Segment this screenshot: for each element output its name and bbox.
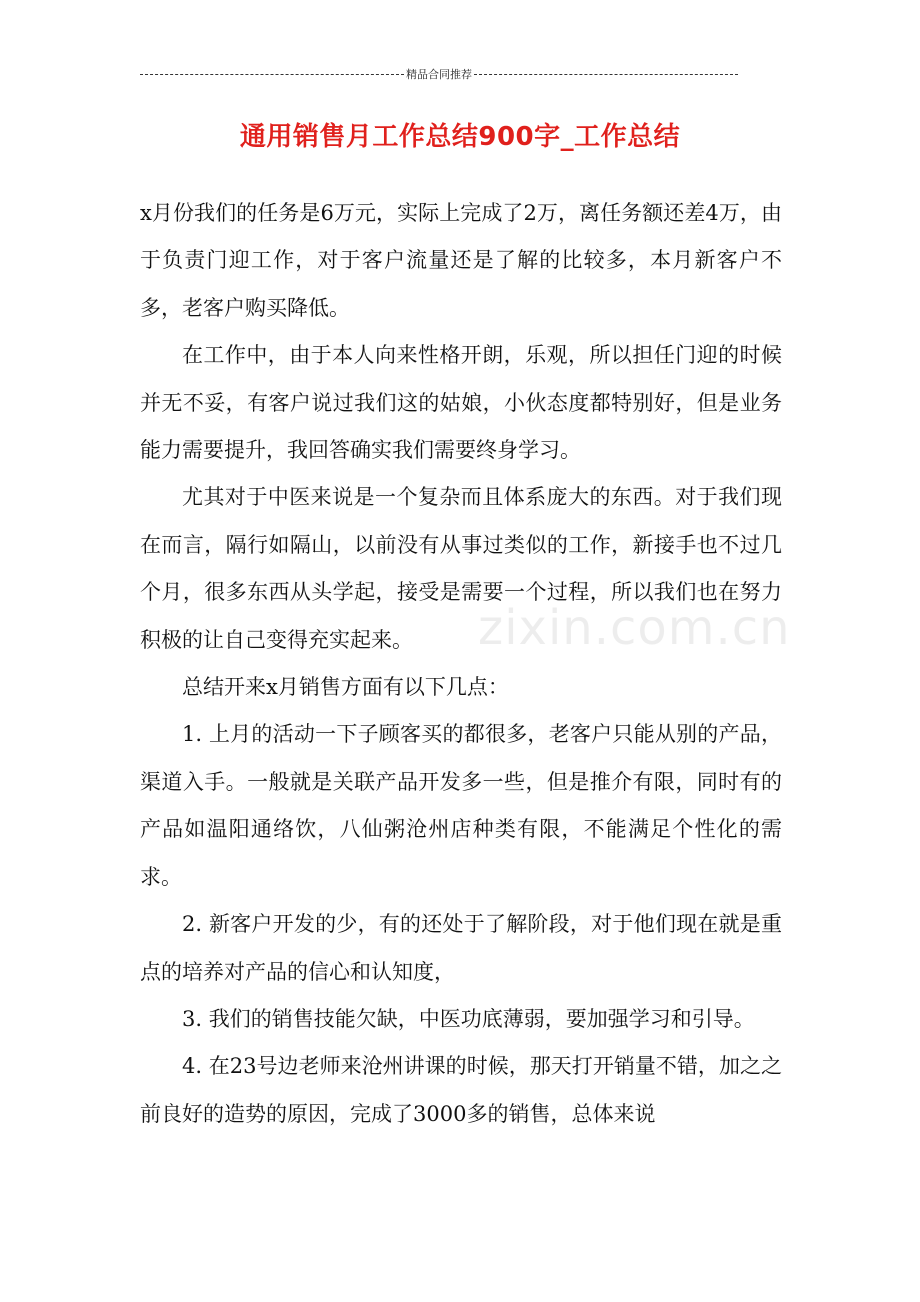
paragraph-3: 尤其对于中医来说是一个复杂而且体系庞大的东西。对于我们现在而言，隔行如隔山，以前没有从事过类似的工作，新接手也不过几个月，很多东西从头学起，接受是需要一个过程，所以我们也在努力积极的让自己变得充实起来。 (140, 485, 782, 652)
document-title: 通用销售月工作总结900字_工作总结 (239, 122, 681, 152)
header-rule (140, 66, 738, 82)
header-label: 精品合同推荐 (406, 68, 472, 81)
watermark: zixin.com.cn (478, 600, 791, 656)
list-item-2: 2. 新客户开发的少，有的还处于了解阶段，对于他们现在就是重点的培养对产品的信心和认知度， (140, 912, 782, 984)
list-item-3: 3. 我们的销售技能欠缺，中医功底薄弱，要加强学习和引导。 (182, 1006, 755, 1031)
list-item-1: 1. 上月的活动一下子顾客买的都很多，老客户只能从别的产品，渠道入手。一般就是关联产品开发多一些，但是推介有限，同时有的产品如温阳通络饮，八仙粥沧州店种类有限，不能满足个性化的需求。 (140, 722, 782, 889)
paragraph-2: 在工作中，由于本人向来性格开朗，乐观，所以担任门迎的时候并无不妥，有客户说过我们这的姑娘，小伙态度都特别好，但是业务能力需要提升，我回答确实我们需要终身学习。 (140, 343, 782, 463)
list-item-4: 4. 在23号边老师来沧州讲课的时候，那天打开销量不错，加之之前良好的造势的原因，完成了3000多的销售，总体来说 (140, 1054, 782, 1126)
paragraph-1: x月份我们的任务是6万元，实际上完成了2万，离任务额还差4万，由于负责门迎工作，对于客户流量还是了解的比较多，本月新客户不多，老客户购买降低。 (140, 201, 782, 320)
header-dash-left (140, 74, 404, 75)
paragraph-4: 总结开来x月销售方面有以下几点： (182, 675, 509, 700)
header-dash-right (474, 74, 738, 75)
document-body (140, 190, 782, 1138)
